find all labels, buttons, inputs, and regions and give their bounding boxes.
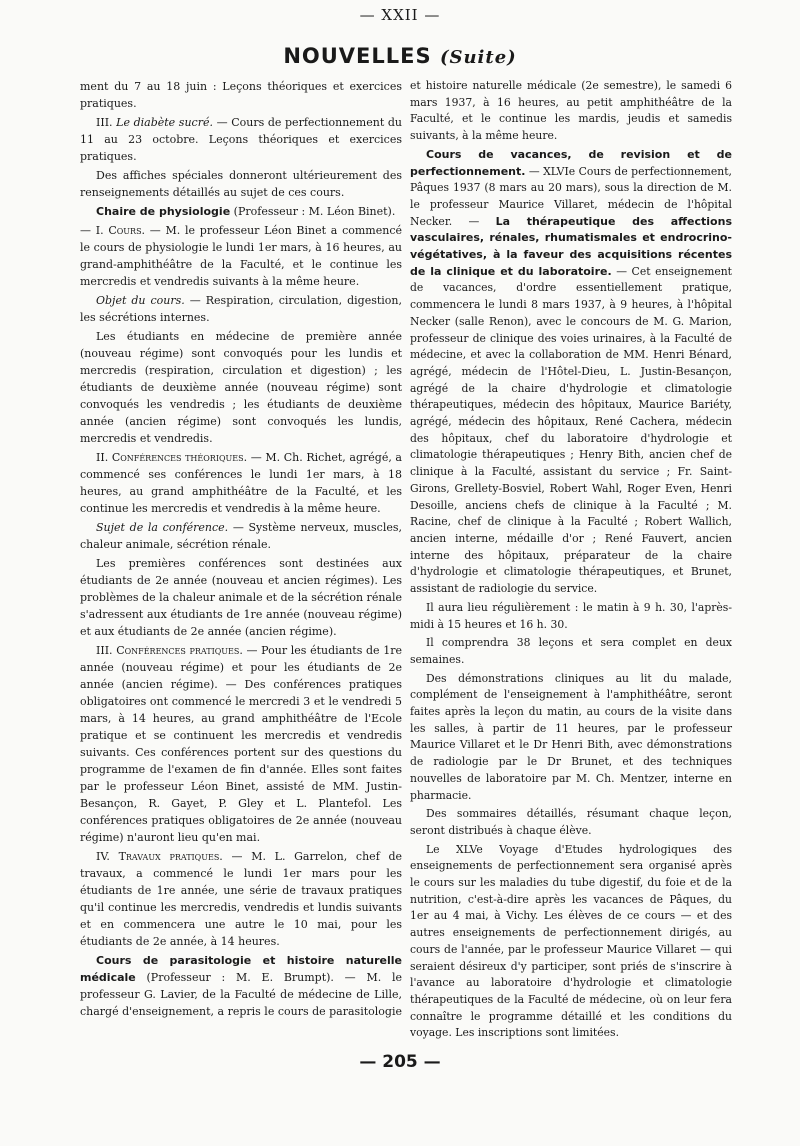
heading-suite: (Suite)	[439, 47, 517, 68]
paragraph: Les étudiants en médecine de première année (nouveau régime) sont convoqués pour les lundis et mercredis (respiration, circulation et digestion) ; les étudiants de deuxième année (nouveau régime) sont convoqués les vendredis ; les étudiants de deuxième année (ancien régime) sont convoqués les lundis, mercredis et vendredis.	[80, 330, 402, 445]
paragraph: Des affiches spéciales donneront ultérieurement des renseignements détaillés au sujet de ces cours.	[80, 169, 402, 199]
paragraph: et histoire naturelle médicale (2e semestre), le samedi 6 mars 1937, à 16 heures, au petit amphithéâtre de la Faculté, et le continue les mardis, jeudis et samedis suivants, à la même heure.	[410, 79, 732, 143]
paragraph: III. Conférences pratiques. — Pour les étudiants de 1re année (nouveau régime) et pour les étudiants de 2e année (ancien régime). — Des conférences pratiques obligatoires ont commencé le mercredi 3 et le vendredi 5 mars, à 14 heures, au grand amphithéâtre de l'Ecole pratique et se continuent les mercredis et vendredis suivants. Ces conférences portent sur des questions du programme de l'examen de fin d'année. Elles sont faites par le professeur Léon Binet, assisté de MM. Justin-Besançon, R. Gayet, P. Gley et L. Plantefol. Les conférences pratiques obligatoires de 2e année (nouveau régime) n'auront lieu qu'en mai.	[80, 644, 402, 844]
paragraph: Sujet de la conférence. — Système nerveux, muscles, chaleur animale, sécrétion rénale.	[80, 521, 402, 551]
paragraph: — I. Cours. — M. le professeur Léon Binet a commencé le cours de physiologie le lundi 1er mars, à 16 heures, au grand-amphithéâtre de la Faculté, et le continue les mercredis et vendredis suivants à la même heure.	[80, 224, 402, 288]
paragraph: Il comprendra 38 leçons et sera complet en deux semaines.	[410, 636, 732, 666]
paragraph: Chaire de physiologie (Professeur : M. Léon Binet).	[96, 205, 396, 218]
page-number: — 205 —	[359, 1052, 441, 1072]
paragraph: ment du 7 au 18 juin : Leçons théoriques et exercices pratiques.	[80, 80, 402, 110]
heading-title: NOUVELLES	[283, 44, 432, 68]
paragraph: Le XLVe Voyage d'Etudes hydrologiques des enseignements de perfectionnement sera organisé après le cours sur les maladies du tube digestif, du foie et de la nutrition, c'est-à-dire après les vacances de Pâques, du 1er au 4 mai, à Vichy. Les élèves de ce cours — et des autres enseignements de perfectionnement dirigés, au cours de l'année, par le professeur Maurice Villaret — qui seraient désireux d'y participer, sont priés de s'inscrire à l'avance au laboratoire d'hydrologie et climatologie thérapeutiques de la Faculté de médecine, où on leur fera connaître le programme détaillé et les conditions du voyage. Les inscriptions sont limitées.	[410, 842, 732, 1040]
paragraph: IV. Travaux pratiques. — M. L. Garrelon, chef de travaux, a commencé le lundi 1er mars pour les étudiants de 1re année, une série de travaux pratiques qu'il continue les mercredis, vendredis et lundis suivants et en commencera une autre le 10 mai, pour les étudiants de 2e année, à 14 heures.	[80, 850, 403, 948]
paragraph: Objet du cours. — Respiration, circulation, digestion, les sécrétions internes.	[80, 294, 402, 324]
paragraph: Cours de vacances, de revision et de perfectionnement. — XLVIe Cours de perfectionnement, Pâques 1937 (8 mars au 20 mars), sous la direction de M. le professeur Maurice Villaret, médecin de l'hôpital Necker. — La thérapeutique des affections vasculaires, rénales, rhumatismales et endrocrino-végétatives, à la faveur des acquisitions récentes de la clinique et du laboratoire. — Cet enseignement de vacances, d'ordre essentiellement pratique, commencera le lundi 8 mars 1937, à 9 heures, à l'hôpital Necker (salle Renon), avec le concours de M. G. Marion, professeur de clinique des voies urinaires, à la Faculté de médecine, et avec la collaboration de MM. Henri Bénard, agrégé, médecin de l'Hôtel-Dieu, L. Justin-Besançon, agrégé de la chaire d'hydrologie et climatologie thérapeutiques, médecin des hôpitaux, Maurice Bariéty, agrégé, médecin des hôpitaux, René Cachera, médecin des hôpitaux, chef du laboratoire d'hydrologie et climatologie thérapeutiques ; Henry Bith, ancien chef de clinique à la Faculté, assistant du service ; Fr. Saint-Girons, Grellety-Bosviel, Robert Wahl, Roger Even, Henri Desoille, anciens chefs de clinique à la Faculté ; M. Racine, chef de clinique à la Faculté ; Robert Wallich, ancien interne, médaille d'or ; René Fauvert, ancien interne des hôpitaux, préparateur de la chaire d'hydrologie et climatologie thérapeutiques, et Brunet, assistant de radiologie du service.	[410, 147, 732, 596]
right-column	[410, 78, 732, 1044]
paragraph: Des démonstrations cliniques au lit du malade, complément de l'enseignement à l'amphithéâtre, seront faites après la leçon du matin, au cours de la visite dans les salles, à partir de 11 heures, par le professeur Maurice Villaret et le Dr Henri Bith, avec démonstrations de radiologie par le Dr Brunet, et des techniques nouvelles de laboratoire par M. Ch. Mentzer, interne en pharmacie.	[410, 671, 732, 802]
paragraph: Il aura lieu régulièrement : le matin à 9 h. 30, l'après-midi à 15 heures et 16 h. 30.	[410, 600, 732, 631]
paragraph: Des sommaires détaillés, résumant chaque leçon, seront distribués à chaque élève.	[410, 807, 732, 837]
left-column	[80, 78, 402, 1022]
section-heading	[0, 44, 800, 68]
paragraph: Les premières conférences sont destinées aux étudiants de 2e année (nouveau et ancien régimes). Les problèmes de la chaleur animale et de la sécrétion rénale s'adressent aux étudiants de 1re année (nouveau régime) et aux étudiants de 2e année (ancien régime).	[80, 557, 402, 638]
roman-page-number: — XXII —	[359, 6, 441, 24]
paragraph: III. Le diabète sucré. — Cours de perfectionnement du 11 au 23 octobre. Leçons théoriques et exercices pratiques.	[80, 116, 402, 163]
paragraph: Cours de parasitologie et histoire naturelle médicale (Professeur : M. E. Brumpt). — M. le professeur G. Lavier, de la Faculté de médecine de Lille, chargé d'enseignement, a repris le cours de parasitologie	[80, 954, 402, 1018]
paragraph: II. Conférences théoriques. — M. Ch. Richet, agrégé, a commencé ses conférences le lundi 1er mars, à 18 heures, au grand amphithéâtre de la Faculté, et les continue les mercredis et vendredis à la même heure.	[80, 451, 402, 515]
